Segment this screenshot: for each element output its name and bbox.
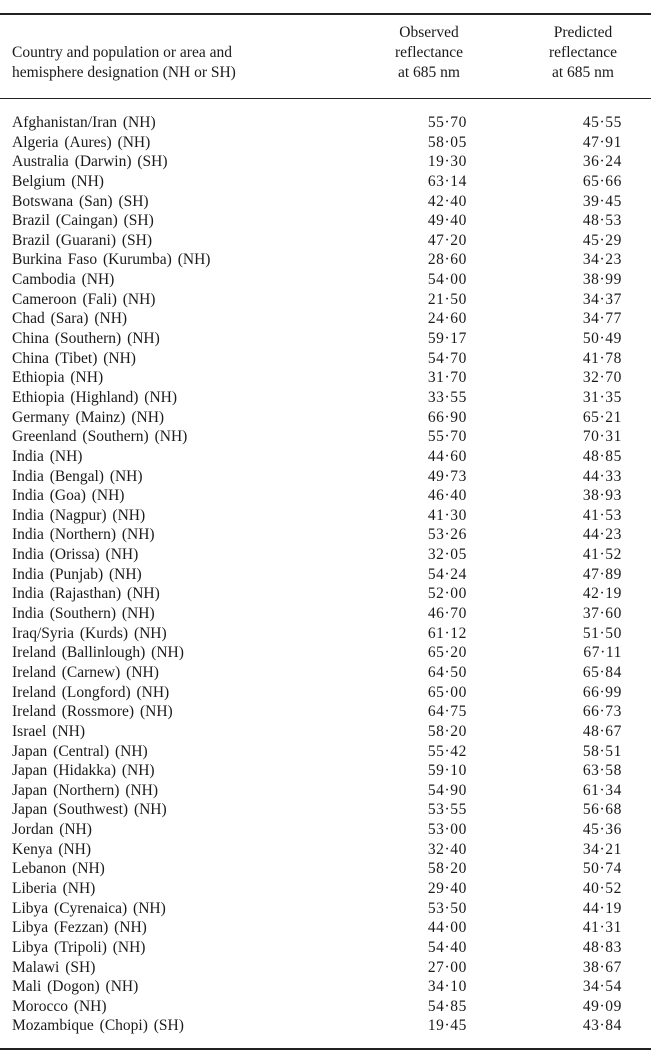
country-cell: India (Orissa) (NH) [12,546,139,564]
header-predicted-line-3: at 685 nm [552,64,614,81]
country-cell: Ethiopia (NH) [12,369,104,387]
predicted-reflectance-cell: 34·54 [582,978,622,996]
observed-reflectance-cell: 58·05 [427,133,467,151]
predicted-reflectance-cell: 48·67 [582,722,622,740]
observed-reflectance-cell: 53·50 [427,899,467,917]
table-row [0,133,651,153]
country-cell: Ireland (Longford) (NH) [12,683,170,701]
table-row [0,408,651,428]
table-row [0,722,651,742]
country-cell: Libya (Cyrenaica) (NH) [12,899,166,917]
table-row [0,368,651,388]
table-row [0,447,651,467]
table-row [0,781,651,801]
country-cell: Cambodia (NH) [12,271,115,289]
header-country-column [12,43,312,83]
observed-reflectance-cell: 58·20 [427,722,467,740]
predicted-reflectance-cell: 47·89 [582,565,622,583]
observed-reflectance-cell: 65·20 [427,644,467,662]
country-cell: Lebanon (NH) [12,860,105,878]
country-cell: India (NH) [12,447,83,465]
predicted-reflectance-cell: 48·83 [582,938,622,956]
observed-reflectance-cell: 34·10 [427,978,467,996]
observed-reflectance-cell: 41·30 [427,506,467,524]
country-cell: Jordan (NH) [12,821,92,839]
predicted-reflectance-cell: 34·77 [582,310,622,328]
observed-reflectance-cell: 53·55 [427,801,467,819]
observed-reflectance-cell: 44·60 [427,447,467,465]
observed-reflectance-cell: 61·12 [427,624,467,642]
country-cell: China (Southern) (NH) [12,330,160,348]
observed-reflectance-cell: 55·42 [427,742,467,760]
country-cell: Ethiopia (Highland) (NH) [12,388,177,406]
country-cell: India (Bengal) (NH) [12,467,143,485]
table-row [0,152,651,172]
table-row [0,270,651,290]
table-row [0,427,651,447]
country-cell: Brazil (Guarani) (SH) [12,231,153,249]
predicted-reflectance-cell: 61·34 [582,781,622,799]
predicted-reflectance-cell: 49·09 [582,997,622,1015]
country-cell: Japan (Southwest) (NH) [12,801,167,819]
table-row [0,742,651,762]
predicted-reflectance-cell: 44·19 [582,899,622,917]
table-row [0,859,651,879]
table-row [0,702,651,722]
country-cell: Belgium (NH) [12,172,104,190]
observed-reflectance-cell: 59·17 [427,330,467,348]
observed-reflectance-cell: 28·60 [427,251,467,269]
observed-reflectance-cell: 65·00 [427,683,467,701]
predicted-reflectance-cell: 40·52 [582,879,622,897]
predicted-reflectance-cell: 44·23 [582,526,622,544]
predicted-reflectance-cell: 65·66 [582,172,622,190]
header-observed-line-3: at 685 nm [398,64,460,81]
observed-reflectance-cell: 54·40 [427,938,467,956]
observed-reflectance-cell: 47·20 [427,231,467,249]
predicted-reflectance-cell: 32·70 [582,369,622,387]
header-observed-column [359,23,499,83]
country-cell: Libya (Tripoli) (NH) [12,938,146,956]
predicted-reflectance-cell: 36·24 [582,153,622,171]
observed-reflectance-cell: 54·70 [427,349,467,367]
country-cell: Cameroon (Fali) (NH) [12,290,156,308]
predicted-reflectance-cell: 41·52 [582,546,622,564]
predicted-reflectance-cell: 34·21 [582,840,622,858]
observed-reflectance-cell: 24·60 [427,310,467,328]
observed-reflectance-cell: 29·40 [427,879,467,897]
country-cell: Iraq/Syria (Kurds) (NH) [12,624,167,642]
table-row [0,879,651,899]
observed-reflectance-cell: 49·73 [427,467,467,485]
country-cell: Japan (Hidakka) (NH) [12,762,155,780]
table-row [0,918,651,938]
country-cell: India (Nagpur) (NH) [12,506,146,524]
header-country-line-1: Country and population or area and [12,44,232,61]
predicted-reflectance-cell: 58·51 [582,742,622,760]
table-row [0,506,651,526]
country-cell: Ireland (Carnew) (NH) [12,663,159,681]
predicted-reflectance-cell: 48·85 [582,447,622,465]
table-row [0,683,651,703]
table-row [0,172,651,192]
table-row [0,643,651,663]
predicted-reflectance-cell: 45·29 [582,231,622,249]
table-row [0,840,651,860]
observed-reflectance-cell: 44·00 [427,919,467,937]
table-row [0,192,651,212]
country-cell: Japan (Central) (NH) [12,742,148,760]
table-row [0,800,651,820]
table-row [0,997,651,1017]
observed-reflectance-cell: 55·70 [427,114,467,131]
observed-reflectance-cell: 55·70 [427,428,467,446]
table-row [0,958,651,978]
table-row [0,113,651,133]
observed-reflectance-cell: 31·70 [427,369,467,387]
table-row [0,624,651,644]
table-header-rule [0,98,651,99]
predicted-reflectance-cell: 34·37 [582,290,622,308]
predicted-reflectance-cell: 41·78 [582,349,622,367]
observed-reflectance-cell: 54·00 [427,271,467,289]
header-observed-line-1: Observed [399,24,459,41]
country-cell: Israel (NH) [12,722,86,740]
observed-reflectance-cell: 27·00 [427,958,467,976]
table-row [0,604,651,624]
predicted-reflectance-cell: 45·36 [582,821,622,839]
observed-reflectance-cell: 49·40 [427,212,467,230]
predicted-reflectance-cell: 41·31 [582,919,622,937]
predicted-reflectance-cell: 56·68 [582,801,622,819]
country-cell: Libya (Fezzan) (NH) [12,919,147,937]
country-cell: Japan (Northern) (NH) [12,781,159,799]
predicted-reflectance-cell: 66·73 [582,703,622,721]
observed-reflectance-cell: 21·50 [427,290,467,308]
predicted-reflectance-cell: 48·53 [582,212,622,230]
observed-reflectance-cell: 54·90 [427,781,467,799]
predicted-reflectance-cell: 44·33 [582,467,622,485]
table-row [0,977,651,997]
country-cell: Liberia (NH) [12,879,96,897]
table-row [0,525,651,545]
table-row [0,938,651,958]
table-bottom-rule [0,1048,651,1050]
header-observed-line-2: reflectance [395,44,463,61]
predicted-reflectance-cell: 50·74 [582,860,622,878]
predicted-reflectance-cell: 66·99 [582,683,622,701]
observed-reflectance-cell: 32·05 [427,546,467,564]
observed-reflectance-cell: 46·40 [427,487,467,505]
observed-reflectance-cell: 32·40 [427,840,467,858]
country-cell: Botswana (San) (SH) [12,192,149,210]
country-cell: India (Southern) (NH) [12,605,155,623]
table-row [0,329,651,349]
predicted-reflectance-cell: 67·11 [583,644,622,662]
predicted-reflectance-cell: 65·21 [582,408,622,426]
country-cell: India (Punjab) (NH) [12,565,142,583]
predicted-reflectance-cell: 65·84 [582,663,622,681]
predicted-reflectance-cell: 38·67 [582,958,622,976]
predicted-reflectance-cell: 41·53 [582,506,622,524]
observed-reflectance-cell: 54·85 [427,997,467,1015]
country-cell: Malawi (SH) [12,958,96,976]
header-country-line-2: hemisphere designation (NH or SH) [12,64,236,81]
observed-reflectance-cell: 66·90 [427,408,467,426]
table-row [0,250,651,270]
observed-reflectance-cell: 54·24 [427,565,467,583]
table-row [0,388,651,408]
table-row [0,1016,651,1036]
table-row [0,349,651,369]
country-cell: Germany (Mainz) (NH) [12,408,165,426]
country-cell: Mali (Dogon) (NH) [12,978,139,996]
predicted-reflectance-cell: 39·45 [582,192,622,210]
predicted-reflectance-cell: 47·91 [582,133,622,151]
table-row [0,211,651,231]
table-row [0,663,651,683]
table-row [0,584,651,604]
table-header [0,23,651,93]
country-cell: India (Northern) (NH) [12,526,155,544]
predicted-reflectance-cell: 51·50 [582,624,622,642]
predicted-reflectance-cell: 43·84 [582,1017,622,1035]
country-cell: Morocco (NH) [12,997,107,1015]
table-row [0,290,651,310]
country-cell: Ireland (Rossmore) (NH) [12,703,173,721]
table-row [0,467,651,487]
observed-reflectance-cell: 52·00 [427,585,467,603]
table-row [0,309,651,329]
predicted-reflectance-cell: 63·58 [582,762,622,780]
observed-reflectance-cell: 53·00 [427,821,467,839]
table-row [0,899,651,919]
predicted-reflectance-cell: 34·23 [582,251,622,269]
observed-reflectance-cell: 59·10 [427,762,467,780]
table-top-rule [0,13,651,15]
observed-reflectance-cell: 53·26 [427,526,467,544]
country-cell: Ireland (Ballinlough) (NH) [12,644,184,662]
table-row [0,486,651,506]
predicted-reflectance-cell: 50·49 [582,330,622,348]
observed-reflectance-cell: 19·45 [427,1017,467,1035]
header-predicted-line-1: Predicted [553,24,613,41]
predicted-reflectance-cell: 38·99 [582,271,622,289]
country-cell: China (Tibet) (NH) [12,349,136,367]
observed-reflectance-cell: 33·55 [427,388,467,406]
predicted-reflectance-cell: 31·35 [582,388,622,406]
country-cell: Afghanistan/Iran (NH) [12,114,156,131]
country-cell: Brazil (Caingan) (SH) [12,212,154,230]
table-body [0,113,651,1036]
predicted-reflectance-cell: 45·55 [582,114,622,131]
observed-reflectance-cell: 63·14 [427,172,467,190]
table-row [0,231,651,251]
observed-reflectance-cell: 42·40 [427,192,467,210]
table-row [0,761,651,781]
country-cell: Kenya (NH) [12,840,92,858]
country-cell: India (Goa) (NH) [12,487,125,505]
predicted-reflectance-cell: 42·19 [582,585,622,603]
table-row [0,820,651,840]
observed-reflectance-cell: 46·70 [427,605,467,623]
header-predicted-column [513,23,653,83]
country-cell: Australia (Darwin) (SH) [12,153,168,171]
country-cell: Chad (Sara) (NH) [12,310,128,328]
predicted-reflectance-cell: 37·60 [582,605,622,623]
country-cell: Algeria (Aures) (NH) [12,133,151,151]
header-predicted-line-2: reflectance [549,44,617,61]
country-cell: Greenland (Southern) (NH) [12,428,188,446]
observed-reflectance-cell: 19·30 [427,153,467,171]
table-row [0,565,651,585]
country-cell: Burkina Faso (Kurumba) (NH) [12,251,211,269]
observed-reflectance-cell: 64·50 [427,663,467,681]
observed-reflectance-cell: 58·20 [427,860,467,878]
table-row [0,545,651,565]
predicted-reflectance-cell: 70·31 [582,428,622,446]
observed-reflectance-cell: 64·75 [427,703,467,721]
country-cell: India (Rajasthan) (NH) [12,585,160,603]
country-cell: Mozambique (Chopi) (SH) [12,1017,184,1035]
predicted-reflectance-cell: 38·93 [582,487,622,505]
